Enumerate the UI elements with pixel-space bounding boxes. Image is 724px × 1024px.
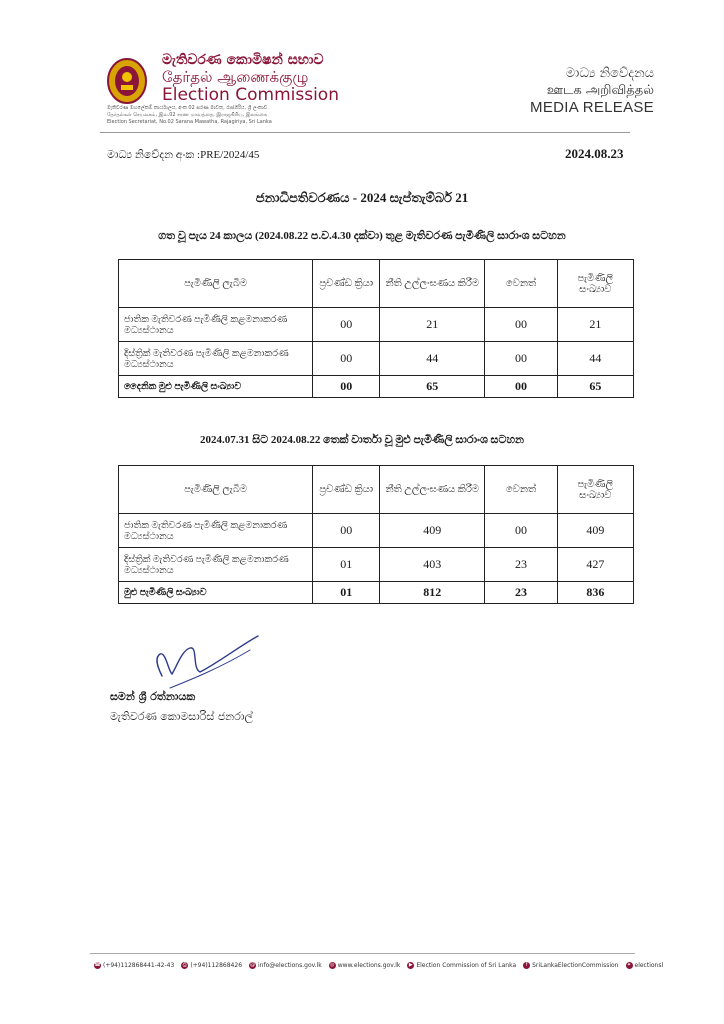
fax-icon: ⎙ — [182, 962, 187, 968]
cumulative-complaints-table — [118, 465, 634, 604]
cell-value: 812 — [380, 582, 485, 604]
org-name-sinhala: මැතිවරණ කොමිෂන් සභාව — [162, 52, 324, 68]
table-row — [119, 308, 634, 342]
cell-value: 409 — [380, 514, 485, 548]
row-label: මුළු පැමිණිලි සංඛ්‍යාව — [119, 582, 313, 604]
row-label: දෛනික මුළු පැමිණිලි සංඛ්‍යාව — [119, 376, 313, 398]
row-label: දිස්ත්‍රික් මැතිවරණ පැමිණිලි කළමනාකරණ මධ්‍යස්ථානය — [119, 342, 313, 376]
facebook-icon: f — [523, 962, 530, 969]
footer-email[interactable]: @ info@elections.gov.lk — [250, 962, 322, 969]
reference-number: මාධ්‍ය නිවේදන අංක :PRE/2024/45 — [107, 149, 260, 161]
total-row — [119, 376, 634, 398]
footer-divider — [90, 953, 635, 954]
cell-value: 01 — [313, 548, 380, 582]
row-label: ජාතික මැතිවරණ පැමිණිලි කළමනාකරණ මධ්‍යස්ථානය — [119, 514, 313, 548]
footer-facebook[interactable]: f SriLankaElectionCommission — [523, 962, 618, 969]
header-cell: පැමිණිලි සංඛ්‍යාව — [557, 260, 633, 308]
footer-contacts — [94, 962, 663, 969]
twitter-icon: ✦ — [626, 962, 632, 968]
release-date: 2024.08.23 — [565, 146, 624, 161]
signatory-name: සමන් ශ්‍රී රත්නායක — [110, 690, 196, 703]
cell-value: 00 — [485, 308, 557, 342]
table-header-row — [119, 260, 634, 308]
cell-value: 00 — [485, 342, 557, 376]
footer-fax[interactable]: ⎙ (+94)112868426 — [182, 962, 243, 969]
table-row — [119, 514, 634, 548]
cell-value: 44 — [557, 342, 633, 376]
row-label: ජාතික මැතිවරණ පැමිණිලි කළමනාකරණ මධ්‍යස්ථානය — [119, 308, 313, 342]
signature-icon — [140, 628, 260, 698]
table-header-row — [119, 466, 634, 514]
signatory-title: මැතිවරණ කොමසාරිස් ජනරාල් — [110, 710, 253, 723]
row-label: දිස්ත්‍රික් මැතිවරණ පැමිණිලි කළමනාකරණ මධ්‍යස්ථානය — [119, 548, 313, 582]
cell-value: 836 — [557, 582, 633, 604]
address-tamil: தேர்தல்கள் செயலகம், இல.02 சரண மாவத்தை, இராஜகிரிய, இலங்கை — [107, 112, 268, 118]
cell-value: 21 — [557, 308, 633, 342]
document-title: ජනාධිපතිවරණය - 2024 සැප්තැම්බර් 21 — [255, 190, 469, 205]
cell-value: 21 — [380, 308, 485, 342]
cell-value: 427 — [557, 548, 633, 582]
cell-value: 01 — [313, 582, 380, 604]
cell-value: 65 — [380, 376, 485, 398]
table1-caption: ගත වූ පැය 24 කාලය (2024.08.22 ප.ව.4.30 දක්වා) තුළ මැතිවරණ පැමිණිලි සාරාංශ සටහන — [158, 230, 566, 242]
cell-value: 00 — [313, 376, 380, 398]
footer-phone[interactable]: ☎ (+94)112868441-42-43 — [94, 962, 175, 969]
header-cell: නීති උල්ලංඝණය කිරීම — [380, 260, 485, 308]
address-english: Election Secretariat, No.02 Sarana Mawatha, Rajagiriya, Sri Lanka — [107, 119, 272, 125]
cell-value: 403 — [380, 548, 485, 582]
org-name-english: Election Commission — [162, 85, 339, 105]
media-release-sinhala: මාධ්‍ය නිවේදනය — [565, 66, 654, 81]
table-row — [119, 548, 634, 582]
org-name-tamil: தேர்தல் ஆணைக்குழு — [162, 68, 309, 86]
youtube-icon: ▶ — [408, 962, 413, 968]
cell-value: 00 — [485, 376, 557, 398]
web-icon: ◎ — [330, 962, 335, 968]
header-divider — [100, 132, 630, 133]
total-row — [119, 582, 634, 604]
footer-website[interactable]: ◎ www.elections.gov.lk — [330, 962, 401, 969]
header-cell: ප්‍රචණ්ඩ ක්‍රියා — [313, 466, 380, 514]
footer-twitter[interactable]: ✦ electionsl — [626, 962, 664, 969]
media-release-tamil: ஊடக அறிவித்தல் — [546, 83, 654, 98]
cell-value: 00 — [313, 342, 380, 376]
header-cell: ප්‍රචණ්ඩ ක්‍රියා — [313, 260, 380, 308]
footer-youtube[interactable]: ▶ Election Commission of Sri Lanka — [408, 962, 517, 969]
table-row — [119, 342, 634, 376]
header-cell: වෙනත් — [485, 260, 557, 308]
table2-caption: 2024.07.31 සිට 2024.08.22 තෙක් වාර්තා වූ මුළු පැමිණිලි සාරාංශ සටහන — [200, 434, 524, 446]
header-cell: පැමිණිලි ලැබීම — [119, 466, 313, 514]
address-sinhala: මැතිවරණ මහලේකම් කාර්යාලය, අංක 02 සරණ මාවත, රාජගිරිය, ශ්‍රී ලංකාව — [107, 105, 268, 111]
header-cell: පැමිණිලි සංඛ්‍යාව — [557, 466, 633, 514]
email-icon: @ — [250, 962, 256, 968]
cell-value: 00 — [313, 514, 380, 548]
cell-value: 409 — [557, 514, 633, 548]
cell-value: 65 — [557, 376, 633, 398]
cell-value: 00 — [485, 514, 557, 548]
header-cell: නීති උල්ලංඝණය කිරීම — [380, 466, 485, 514]
cell-value: 23 — [485, 548, 557, 582]
daily-complaints-table — [118, 259, 634, 398]
cell-value: 44 — [380, 342, 485, 376]
phone-icon: ☎ — [94, 962, 101, 968]
media-release-english: MEDIA RELEASE — [530, 99, 654, 116]
cell-value: 00 — [313, 308, 380, 342]
cell-value: 23 — [485, 582, 557, 604]
election-commission-emblem-icon — [106, 57, 148, 105]
header-cell: පැමිණිලි ලැබීම — [119, 260, 313, 308]
header-cell: වෙනත් — [485, 466, 557, 514]
